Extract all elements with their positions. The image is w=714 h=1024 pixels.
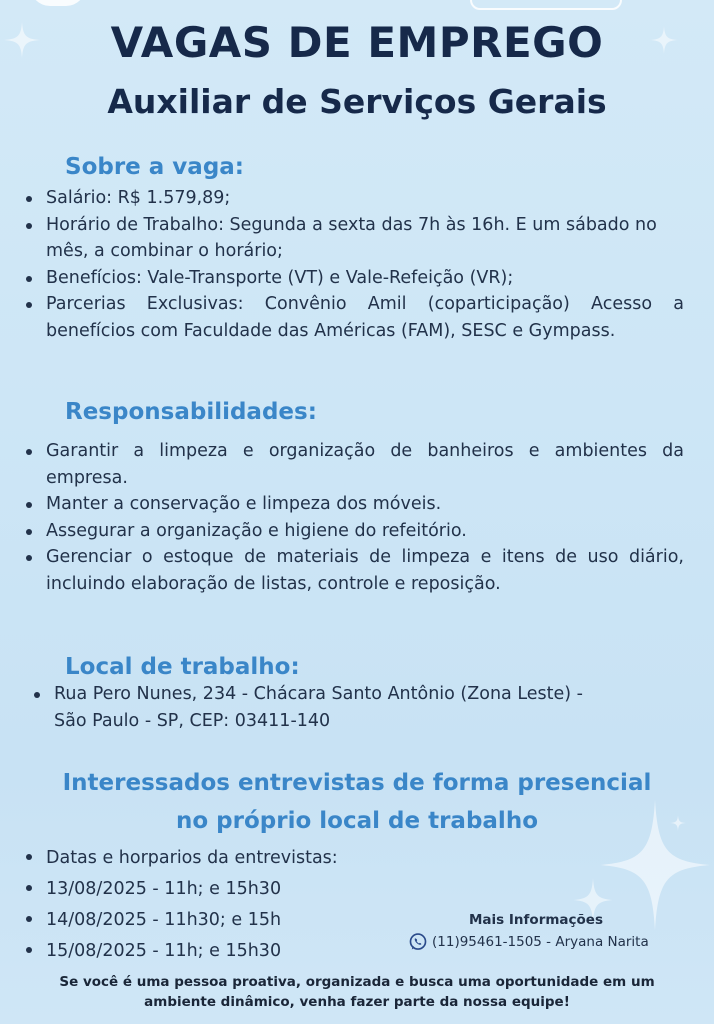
whatsapp-icon [408,932,428,952]
list-item: Garantir a limpeza e organização de banheiros e ambientes da empresa. [22,438,684,491]
sobre-list [22,185,684,344]
list-item: 14/08/2025 - 11h30; e 15h [22,905,422,936]
section-heading-responsabilidades: Responsabilidades: [65,399,317,425]
page-title: VAGAS DE EMPREGO [110,18,604,67]
list-item: Manter a conservação e limpeza dos móveis. [22,491,684,518]
footer-message [0,972,714,1012]
contact-title: Mais Informações [469,912,603,928]
section-heading-sobre: Sobre a vaga: [65,154,245,180]
list-item: Gerenciar o estoque de materiais de limpeza e itens de uso diário, incluindo elaboração de listas, controle e reposição. [22,544,684,597]
top-left-decoration [30,0,86,6]
interview-list [22,843,422,967]
list-item: 13/08/2025 - 11h; e 15h30 [22,874,422,905]
local-list [30,681,690,734]
responsabilidades-list [22,438,684,597]
interview-heading-line-1: Interessados entrevistas de forma presencial [62,770,652,796]
address-item [30,681,690,734]
contact-phone-text: (11)95461-1505 - Aryana Narita [432,934,649,950]
interview-heading-line-2: no próprio local de trabalho [176,808,538,834]
list-item: Datas e horparios da entrevistas: [22,843,422,874]
list-item: Assegurar a organização e higiene do refeitório. [22,518,684,545]
list-item: Horário de Trabalho: Segunda a sexta das 7h às 16h. E um sábado no mês, a combinar o horário; [22,212,684,265]
address-line-2: São Paulo - SP, CEP: 03411-140 [54,710,331,731]
address-line-1: Rua Pero Nunes, 234 - Chácara Santo Antônio (Zona Leste) - [54,684,583,704]
list-item: Parcerias Exclusivas: Convênio Amil (coparticipação) Acesso a benefícios com Faculdade das Américas (FAM), SESC e Gympass. [22,291,684,344]
job-title: Auxiliar de Serviços Gerais [107,82,607,121]
top-right-decoration [470,0,622,10]
list-item: 15/08/2025 - 11h; e 15h30 [22,936,422,967]
contact-phone[interactable] [408,932,649,952]
footer-line-1: Se você é uma pessoa proativa, organizada e busca uma oportunidade em um [59,974,655,990]
footer-line-2: ambiente dinâmico, venha fazer parte da nossa equipe! [144,994,570,1010]
section-heading-local: Local de trabalho: [65,654,300,680]
list-item: Benefícios: Vale-Transporte (VT) e Vale-Refeição (VR); [22,265,684,292]
list-item: Salário: R$ 1.579,89; [22,185,684,212]
